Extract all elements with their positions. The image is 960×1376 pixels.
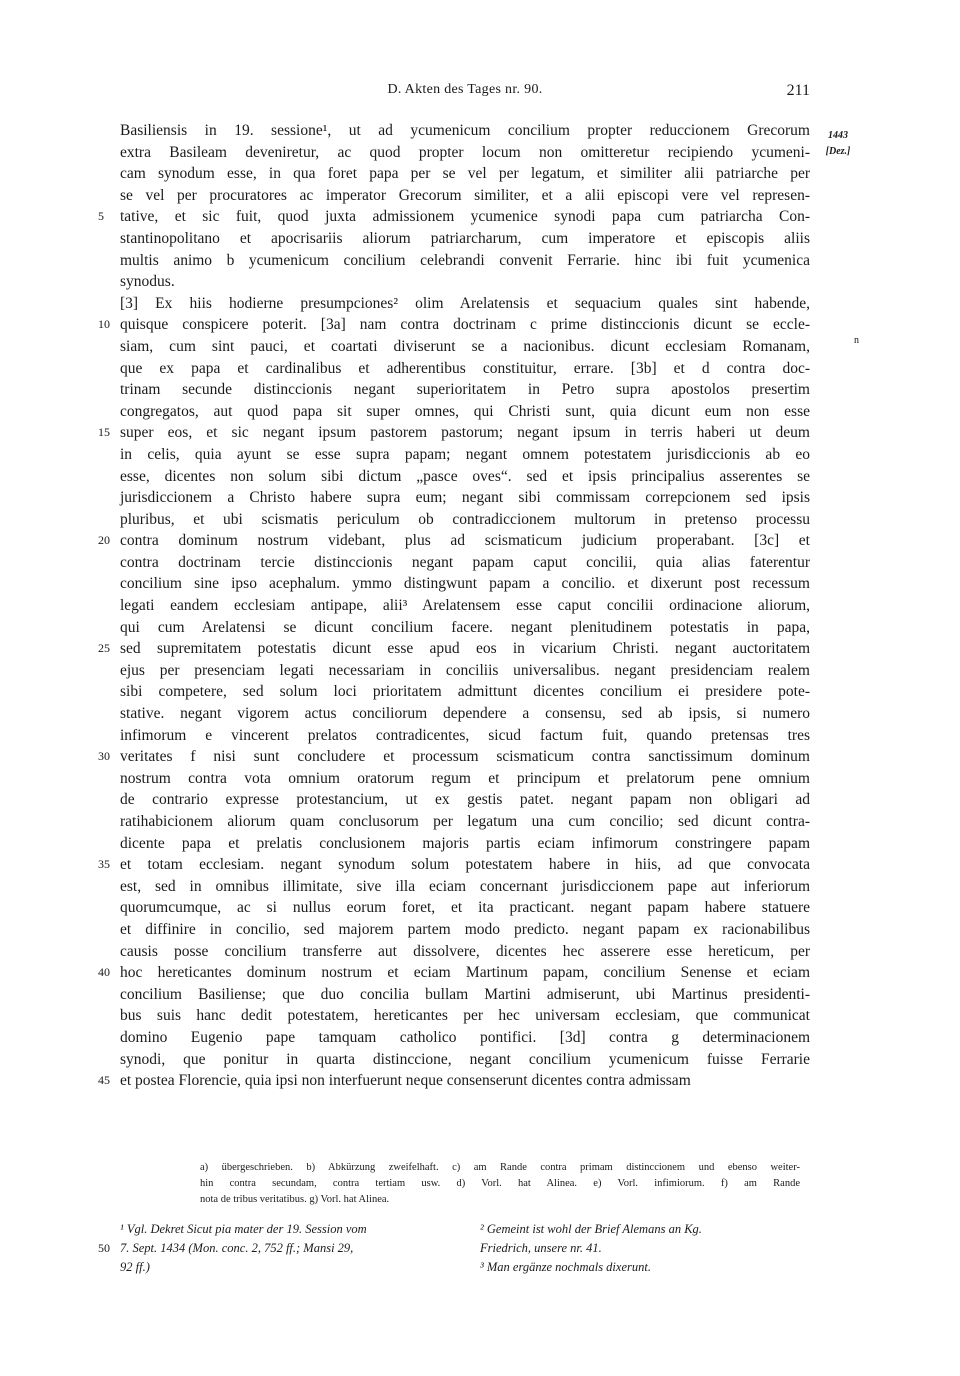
line-text: [3] Ex hiis hodierne presumpciones² olim Arelatensis et sequacium quales sint habende, [120,294,810,312]
text-line [120,1049,810,1071]
line-text: jurisdiccionem a Christo habere supra eum; negant sibi commissam correpcionem sed ipsis [120,489,810,507]
footnote-line: ³ Man ergänze nochmals dixerunt. [480,1260,651,1274]
footnotes [98,1220,810,1290]
footnotes-right-column [480,1220,810,1277]
line-text: stantinopolitano et apocrisariis aliorum patriarcharum, cum imperatore et episcopis aliis [120,229,810,247]
text-line [120,595,810,617]
line-number: 20 [98,533,110,548]
text-line [120,617,810,639]
text-line [120,1027,810,1049]
margin-date-note [818,128,858,160]
line-number: 40 [98,965,110,980]
running-title: D. Akten des Tages nr. 90. [387,82,543,97]
line-text: bus suis hanc dedit potestatem, hereticantes per hec universam ecclesiam, que communicat [120,1007,810,1025]
line-text: hoc hereticantes dominum nostrum et eciam Martinum papam, concilium Senense et eciam [120,964,810,982]
page-header [120,82,810,104]
footnotes-left-column [98,1220,450,1277]
text-line [120,250,810,272]
text-line [120,984,810,1006]
line-text: dicente papa et prelatis conclusionem majoris partis eciam infimorum constringere papam [120,834,810,852]
line-text: synodi, que ponitur in quarta distinccione, negant concilium ycumenicum fuisse Ferrarie [120,1050,810,1068]
text-line [98,746,810,768]
line-text: multis animo b ycumenicum concilium celebrandi convenit Ferrarie. hinc ibi fuit ycumenica [120,251,810,269]
text-line [98,638,810,660]
text-line [98,1070,810,1092]
line-number: 5 [98,209,104,224]
text-line [120,811,810,833]
line-text: ratihabicionem aliorum quam conclusorum per legatum una cum concilio; sed dicunt contra- [120,813,810,830]
line-number: 35 [98,857,110,872]
line-text: que ex papa et cardinalibus et adherentibus constituitur, errare. [3b] et d contra doc- [120,359,810,377]
text-line [120,660,810,682]
text-line [120,919,810,941]
footnote-line: 92 ff.) [120,1260,150,1274]
line-number: 10 [98,317,110,332]
critical-apparatus [200,1160,800,1208]
line-text: legati eandem ecclesiam antipape, alii³ Arelatensem esse caput concilii ordinacione aliorum, [120,597,810,615]
line-text: concilium Basiliense; que duo concilia bullam Martini admiserunt, ubi Martinus presidenti- [120,985,810,1003]
line-text: synodus. [120,273,175,291]
text-line [120,509,810,531]
text-line [120,681,810,703]
text-line [120,789,810,811]
text-line [120,768,810,790]
margin-year: 1443 [828,130,848,141]
apparatus-line: hin contra secundam, contra tertiam usw. d) Vorl. hat Alinea. e) Vorl. infimiorum. f) am Rande [200,1178,800,1189]
line-text: contra dominum nostrum videbant, plus ad scismaticum judicium properabant. [3c] et [120,532,810,550]
line-text: extra Basileam deveniretur, ac quod propter locum non omitteretur recipiendo ycumeni- [120,143,810,161]
line-text: et totam ecclesiam. negant synodum solum potestatem habere in hiis, ad que convocata [120,856,810,874]
text-line [120,573,810,595]
text-line [120,703,810,725]
line-text: pluribus, et ubi scismatis periculum ob contradiccionem multorum in pretenso processu [120,510,810,528]
line-text: stative. negant vigorem actus conciliorum dependere a consensu, sed ab ipsis, si numero [120,705,810,723]
line-text: Basiliensis in 19. sessione¹, ut ad ycumenicum concilium propter reduccionem Grecorum [120,122,810,139]
text-line [120,120,810,142]
line-text: de contrario expresse protestancium, ut ex gestis patet. negant papam non obligari ad [120,791,810,809]
text-line [120,358,810,380]
text-line [120,552,810,574]
text-line [98,422,810,444]
text-line [120,336,810,358]
footnote-line: ² Gemeint ist wohl der Brief Alemans an Kg. [480,1222,702,1236]
line-text: sibi competere, sed solum loci prioritatem admittunt dicentes concilium ei presidere pote- [120,683,810,701]
text-line [120,379,810,401]
line-text: et postea Florencie, quia ipsi non interfuerunt neque consenserunt dicentes contra admissam [120,1072,691,1090]
footnote-line: Friedrich, unsere nr. 41. [480,1241,602,1255]
page-number: 211 [786,82,810,99]
line-number: 25 [98,641,110,656]
line-text: contra doctrinam tercie distinccionis negant papam caput concilii, quia alias faterentur [120,553,810,571]
line-text: et diffinire in concilio, sed majorem partem modo predicto. negant papam ex racionabilibus [120,920,810,938]
text-line [120,725,810,747]
text-line [120,941,810,963]
text-line [98,854,810,876]
text-line [120,293,810,315]
line-text: cam synodum esse, in qua foret papa per se vel per legatum, et similiter alii patriarche per [120,165,810,183]
line-text: quorumcumque, ac si nullus eorum foret, et ita practicant. negant papam habere statuere [120,899,810,917]
line-text: tative, et sic fuit, quod juxta admissionem ycumenice synodi papa cum patriarcha Con- [120,208,810,226]
footnote-line: 7. Sept. 1434 (Mon. conc. 2, 752 ff.; Mansi 29, [120,1241,354,1255]
text-line [120,487,810,509]
text-line [120,163,810,185]
text-line [120,142,810,164]
apparatus-line: nota de tribus veritatibus. g) Vorl. hat Alinea. [200,1194,390,1205]
text-line [120,1005,810,1027]
line-text: super eos, et sic negant ipsum pastorem pastorum; negant ipsum in terris haberi ut deum [120,424,810,442]
line-number: 30 [98,749,110,764]
text-line [98,314,810,336]
line-text: concilium sine ipso acephalum. ymmo distingwunt papam a concilio. et dixerunt post recessum [120,575,810,593]
line-text: congregatos, aut quod papa sit super omnes, qui Christi sunt, quia dicunt eum non esse [120,402,810,420]
text-line [120,466,810,488]
line-text: est, sed in omnibus illimitate, sive illa eciam concernant jurisdiccionem pape aut inferiorum [120,877,810,895]
line-text: quisque conspicere poterit. [3a] nam contra doctrinam c prime distinccionis dicunt se eccle- [120,316,810,334]
text-line [98,530,810,552]
line-text: qui cum Arelatensi se dicunt concilium facere. negant plenitudinem potestatis in papa, [120,618,810,636]
text-line [120,185,810,207]
text-line [120,833,810,855]
margin-month: [Dez.] [825,146,851,157]
text-line [120,444,810,466]
text-line [98,206,810,228]
line-text: in celis, quia ayunt se esse supra papam; negant omnem potestatem jurisdiccionis ab eo [120,445,810,463]
line-text: esse, dicentes non solum sibi dictum „pasce oves“. sed et ipsis principalius asserentes se [120,467,810,485]
text-line [98,962,810,984]
text-line [120,401,810,423]
text-line [120,271,810,293]
line-text: domino Eugenio pape tamquam catholico pontifici. [3d] contra g determinacionem [120,1028,810,1046]
line-text: nostrum contra vota omnium oratorum regum et principum et prelatorum pene omnium [120,769,810,787]
line-text: trinam secunde distinccionis negant superioritatem in Petro supra apostolos presertim [120,381,810,399]
apparatus-line: a) übergeschrieben. b) Abkürzung zweifelhaft. c) am Rande contra primam distinccionem und ebenso weiter- [200,1162,800,1173]
line-text: sed supremitatem potestatis dicunt esse apud eos in vicarium Christi. negant auctoritatem [120,640,810,658]
margin-mark: n [854,335,859,346]
line-text: ejus per presenciam legati necessariam in conciliis universalibus. negant presidenciam realem [120,661,810,679]
main-text [98,120,810,1092]
line-text: se vel per procuratores ac imperator Grecorum similiter, et a alii episcopi vere vel represen- [120,186,810,204]
text-line [120,897,810,919]
line-number: 45 [98,1073,110,1088]
text-line [120,228,810,250]
footnote-line-number: 50 [98,1241,110,1255]
line-text: siam, cum sint pauci, et coartati diviserunt se a nacionibus. dicunt ecclesiam Romanam, [120,337,810,355]
line-text: causis posse concilium transferre aut dissolvere, dicentes hec asserere esse hereticum, per [120,942,810,960]
line-number: 15 [98,425,110,440]
text-line [120,876,810,898]
footnote-line: ¹ Vgl. Dekret Sicut pia mater der 19. Session vom [120,1222,367,1236]
line-text: infimorum e vincerent prelatos contradicentes, sicud factum fuit, quando pretensas tres [120,726,810,744]
line-text: veritates f nisi sunt concludere et processum scismaticum contra sanctissimum dominum [120,748,810,766]
